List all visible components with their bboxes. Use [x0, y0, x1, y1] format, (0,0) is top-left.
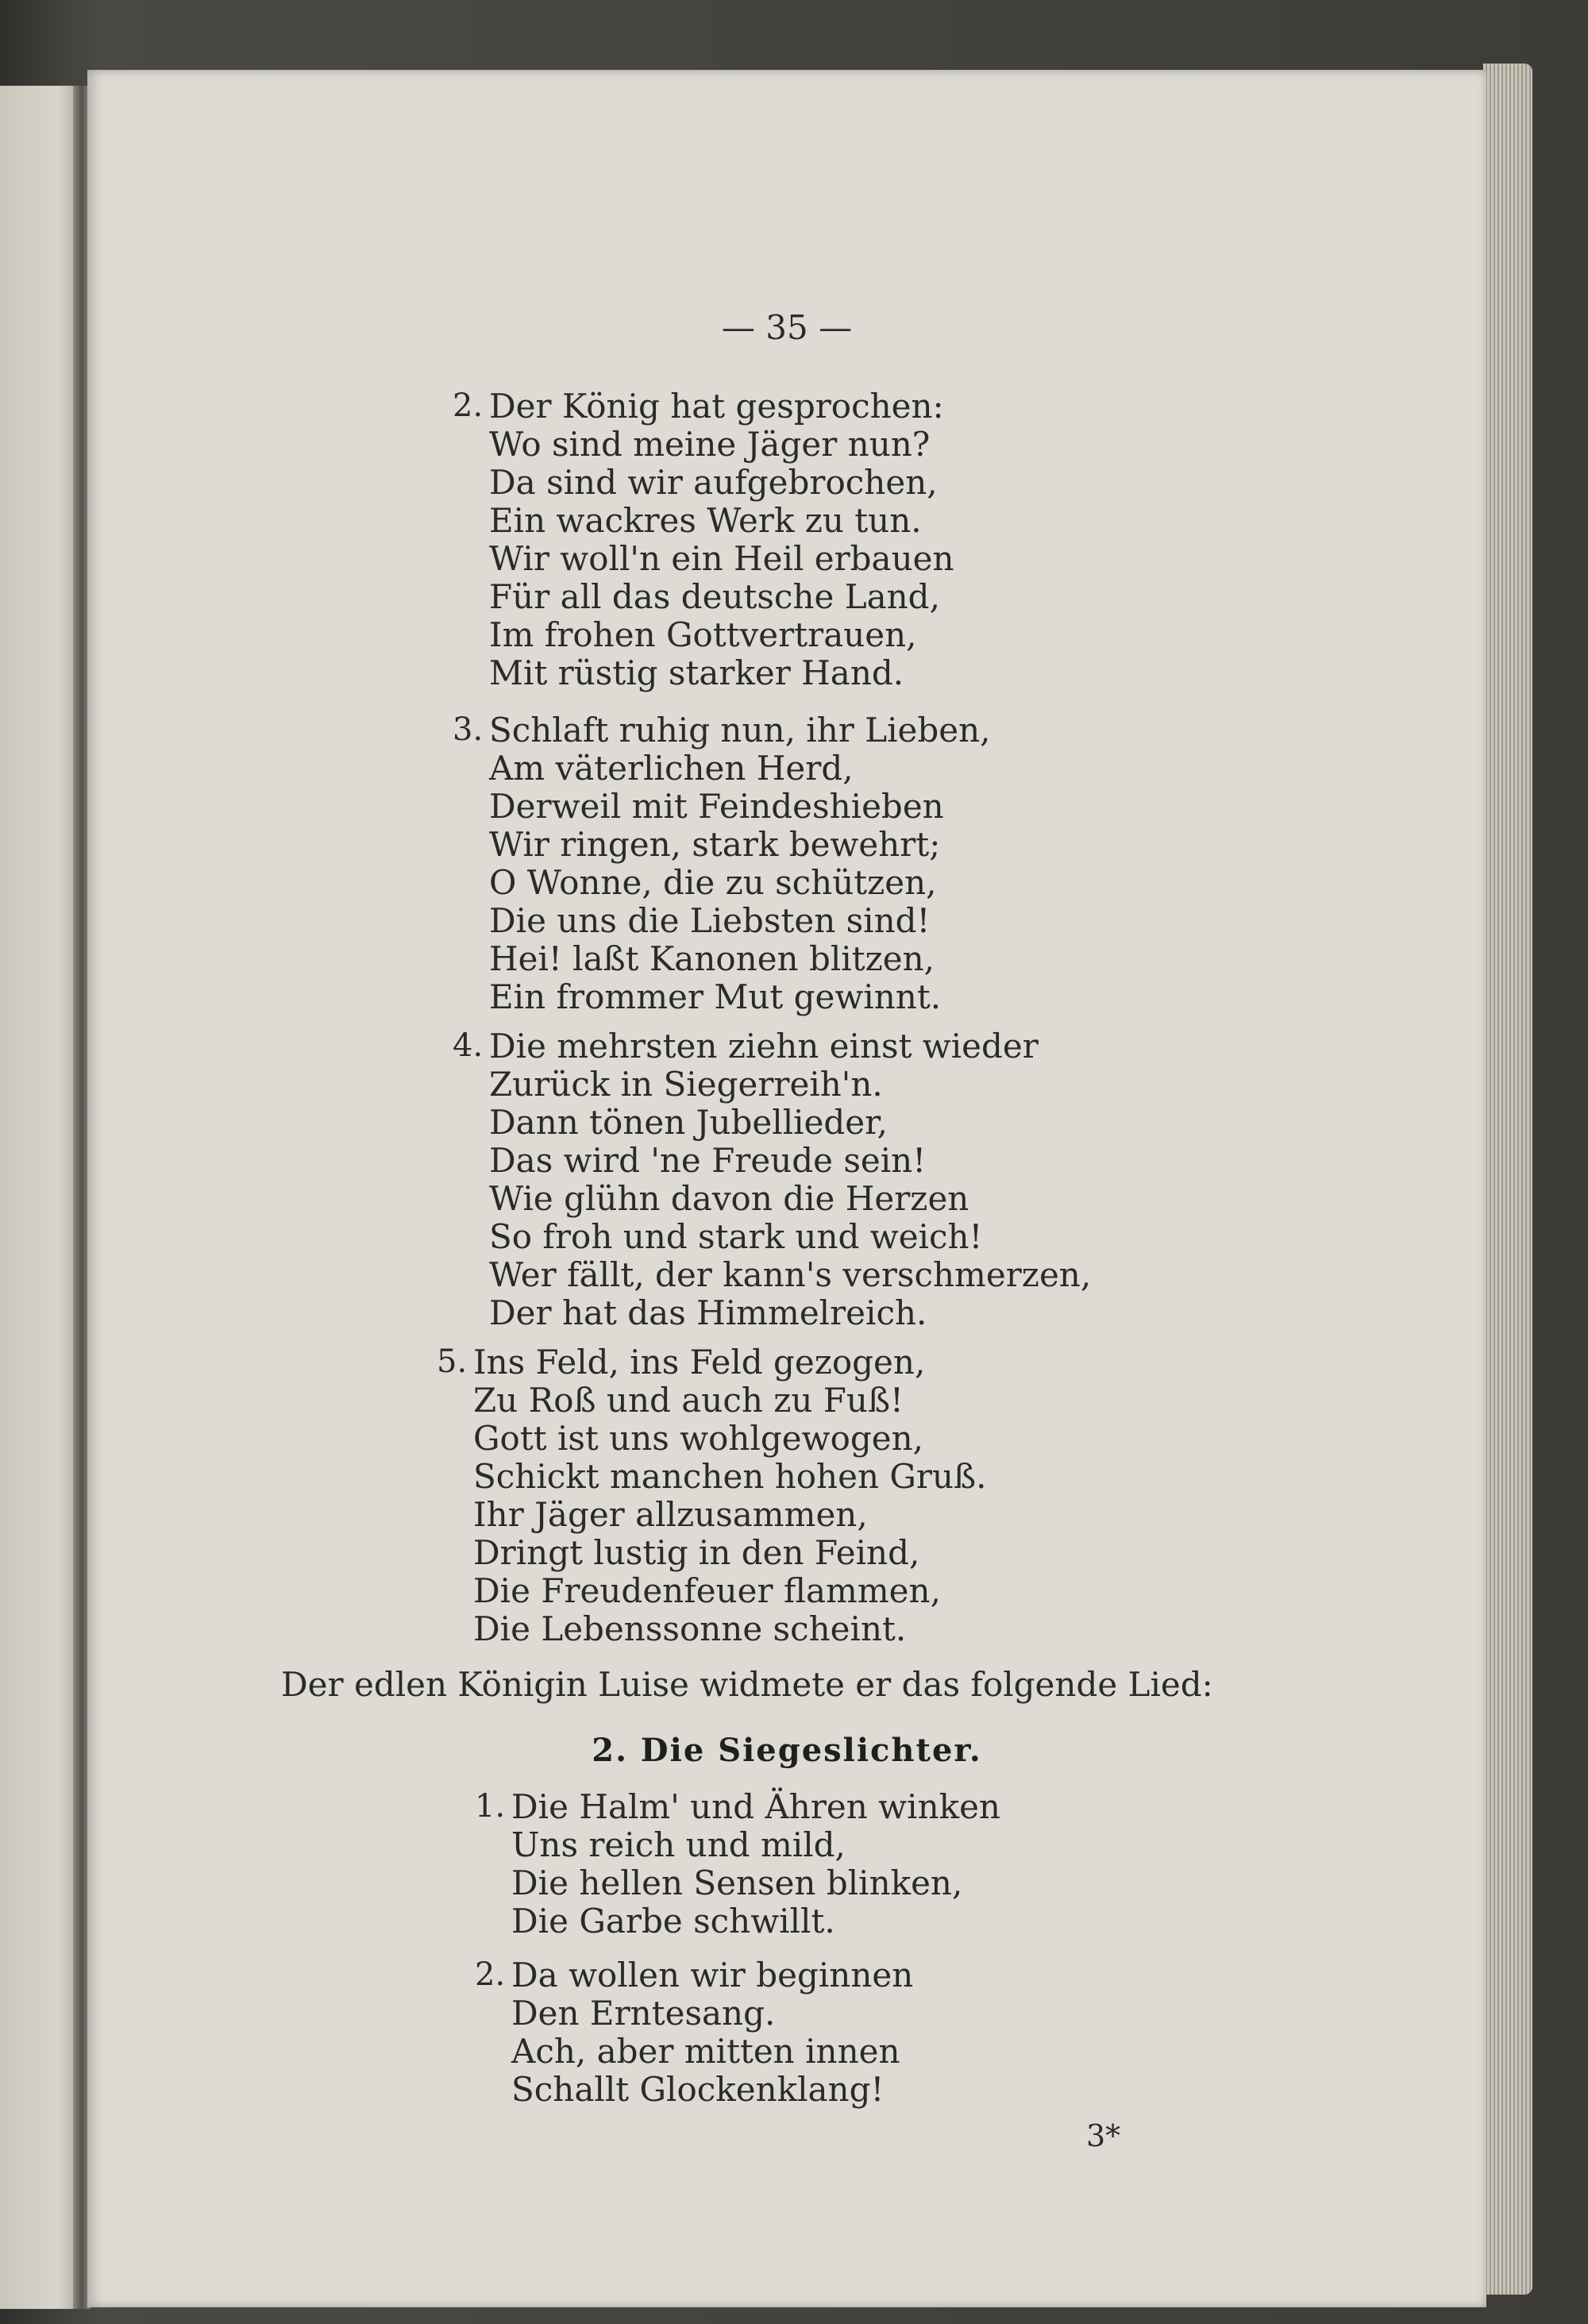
verse-line: Die Lebenssonne scheint.: [473, 1609, 907, 1648]
page-number: — 35 —: [721, 308, 853, 347]
verse-line: Ins Feld, ins Feld gezogen,: [473, 1343, 926, 1382]
verse-line: Der König hat gesprochen:: [489, 387, 944, 426]
poem-heading: 2. Die Siegeslichter.: [592, 1732, 982, 1769]
verse-line: Wie glühn davon die Herzen: [489, 1179, 969, 1218]
verse-line: Wer fällt, der kann's verschmerzen,: [489, 1255, 1092, 1294]
verse-line: So froh und stark und weich!: [489, 1217, 983, 1256]
stanza-number: 2.: [475, 1956, 506, 1993]
verse-line: Ein frommer Mut gewinnt.: [489, 977, 942, 1016]
verse-line: Derweil mit Feindeshieben: [489, 787, 944, 826]
left-page-edge: [0, 86, 83, 2309]
verse-line: Im frohen Gottvertrauen,: [489, 615, 917, 654]
verse-line: Hei! laßt Kanonen blitzen,: [489, 939, 935, 978]
verse-line: Dringt lustig in den Feind,: [473, 1533, 920, 1572]
verse-line: Die mehrsten ziehn einst wieder: [489, 1027, 1039, 1066]
verse-line: Zurück in Siegerreih'n.: [489, 1065, 883, 1104]
stanza-number: 2.: [453, 387, 484, 424]
poem1-stanza-5: [437, 1343, 987, 1648]
verse-line: Am väterlichen Herd,: [489, 749, 854, 788]
verse-line: Der hat das Himmelreich.: [489, 1293, 927, 1332]
verse-line: Wir ringen, stark bewehrt;: [489, 825, 941, 864]
verse-line: Zu Roß und auch zu Fuß!: [473, 1381, 904, 1420]
poem2-stanza-1: [475, 1787, 1000, 1941]
verse-line: Dann tönen Jubellieder,: [489, 1103, 888, 1142]
book-page: [87, 70, 1486, 2307]
verse-line: Schickt manchen hohen Gruß.: [473, 1457, 987, 1496]
verse-line: Die Garbe schwillt.: [511, 1902, 835, 1941]
verse-line: Wir woll'n ein Heil erbauen: [489, 539, 954, 578]
verse-line: Wo sind meine Jäger nun?: [489, 425, 931, 464]
verse-line: Ach, aber mitten innen: [511, 2032, 900, 2071]
poem1-stanza-2: [453, 387, 954, 692]
verse-line: Mit rüstig starker Hand.: [489, 653, 904, 692]
poem1-stanza-4: [453, 1027, 1092, 1332]
verse-line: O Wonne, die zu schützen,: [489, 863, 937, 902]
signature-mark: 3*: [1086, 2118, 1121, 2153]
verse-line: Die Halm' und Ähren winken: [511, 1787, 1000, 1826]
verse-line: Da sind wir aufgebrochen,: [489, 463, 938, 502]
verse-line: Die hellen Sensen blinken,: [511, 1863, 963, 1902]
verse-line: Ein wackres Werk zu tun.: [489, 501, 922, 540]
verse-line: Für all das deutsche Land,: [489, 577, 940, 616]
verse-line: Uns reich und mild,: [511, 1825, 846, 1864]
verse-line: Da wollen wir beginnen: [511, 1956, 914, 1994]
stanza-number: 3.: [453, 711, 484, 748]
stanza-number: 4.: [453, 1027, 484, 1064]
verse-line: Die uns die Liebsten sind!: [489, 901, 931, 940]
verse-line: Schallt Glockenklang!: [511, 2070, 885, 2109]
verse-line: Das wird 'ne Freude sein!: [489, 1141, 927, 1180]
verse-line: Den Erntesang.: [511, 1994, 776, 2033]
stanza-number: 5.: [437, 1343, 468, 1380]
verse-line: Schlaft ruhig nun, ihr Lieben,: [489, 711, 991, 750]
prose-line: Der edlen Königin Luise widmete er das folgende Lied:: [281, 1665, 1213, 1704]
verse-line: Die Freudenfeuer flammen,: [473, 1571, 941, 1610]
verse-line: Ihr Jäger allzusammen,: [473, 1495, 868, 1534]
page-edges: [1483, 64, 1532, 2295]
poem1-stanza-3: [453, 711, 991, 1016]
stanza-number: 1.: [475, 1788, 506, 1825]
verse-line: Gott ist uns wohlgewogen,: [473, 1419, 923, 1458]
poem2-stanza-2: [475, 1956, 914, 2109]
